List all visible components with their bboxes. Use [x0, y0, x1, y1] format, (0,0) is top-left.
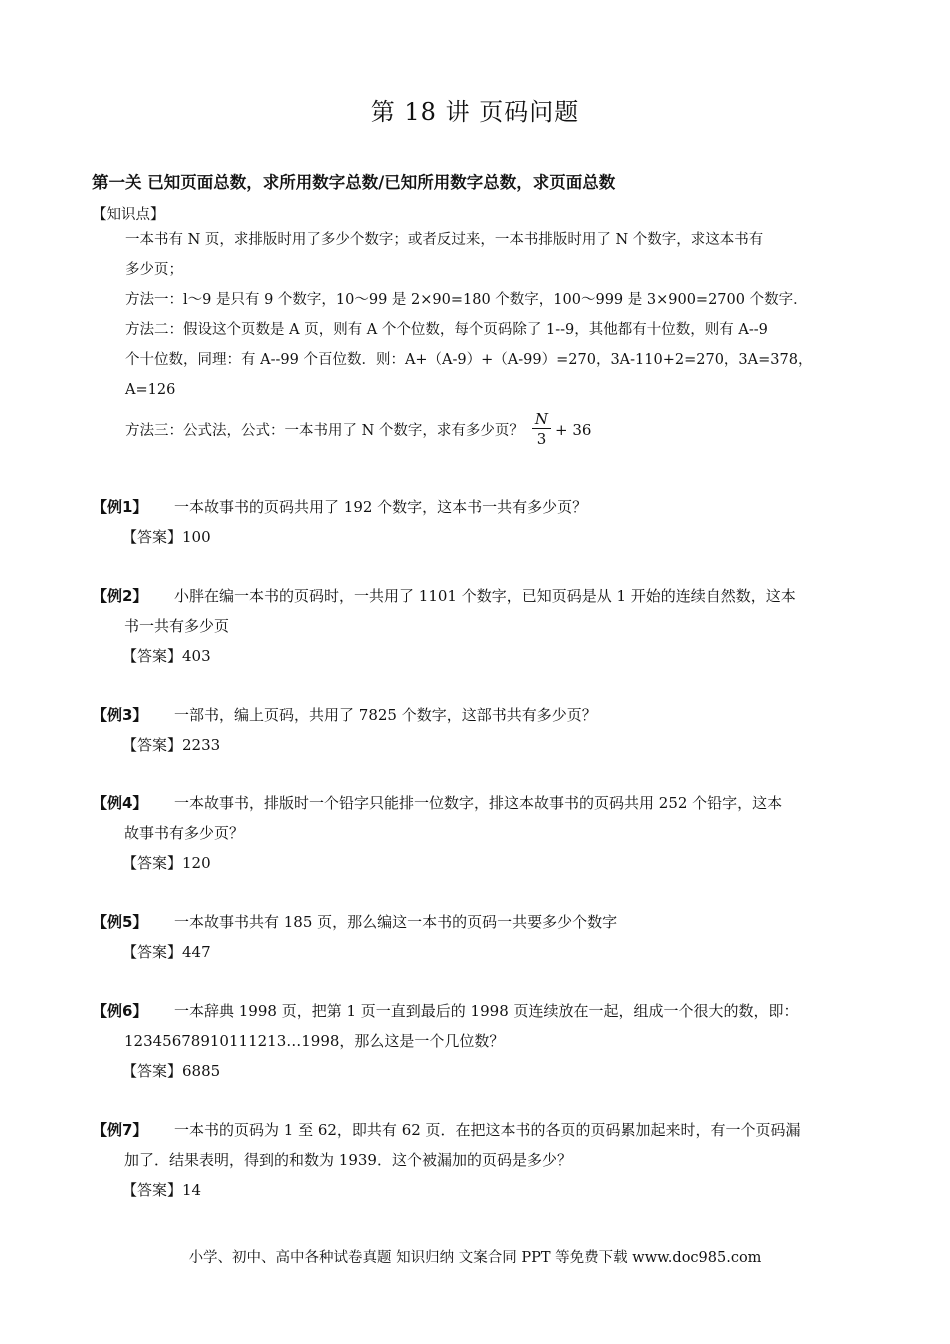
page-footer: 小学、初中、高中各种试卷真题 知识归纳 文案合同 PPT 等免费下载 www.doc985.com	[188, 1250, 762, 1266]
page-title: 第 18 讲 页码问题	[370, 98, 580, 126]
example-answer: 【答案】403	[122, 647, 211, 665]
example-question: 一本故事书共有 185 页，那么编这一本书的页码一共要多少个数字	[174, 913, 618, 931]
example-3	[92, 700, 867, 760]
example-2	[92, 581, 867, 671]
example-tag: 【例2】	[92, 587, 148, 605]
formula-denominator: 3	[536, 430, 547, 448]
knowledge-intro-line-2: 多少页；	[125, 262, 183, 278]
example-6	[92, 996, 867, 1086]
example-question-cont: 12345678910111213…1998，那么这是一个几位数？	[124, 1032, 505, 1050]
method-three-text: 方法三：公式法，公式：一本书用了 N 个数字，求有多少页？	[125, 423, 524, 439]
example-answer: 【答案】447	[122, 943, 211, 961]
page-count-formula	[532, 410, 592, 449]
example-question: 一本故事书，排版时一个铅字只能排一位数字，排这本故事书的页码共用 252 个铅字，这本	[174, 794, 783, 812]
example-tag: 【例4】	[92, 794, 148, 812]
example-answer: 【答案】2233	[122, 736, 221, 754]
example-tag: 【例3】	[92, 706, 148, 724]
example-tag: 【例6】	[92, 1002, 148, 1020]
example-tag: 【例7】	[92, 1121, 148, 1139]
method-two-line-1: 方法二：假设这个页数是 A 页，则有 A 个个位数，每个页码除了 1--9，其他都有十位数，则有 A--9	[125, 322, 768, 338]
example-question: 一本书的页码为 1 至 62，即共有 62 页．在把这本书的各页的页码累加起来时，有一个页码漏	[174, 1121, 801, 1139]
example-tag: 【例1】	[92, 498, 148, 516]
method-one: 方法一：l～9 是只有 9 个数字，10～99 是 2×90=180 个数字，100～999 是 3×900=2700 个数字．	[125, 292, 808, 308]
formula-numerator: N	[532, 410, 551, 429]
section-heading: 第一关 已知页面总数，求所用数字总数/已知所用数字总数，求页面总数	[92, 173, 616, 192]
method-three	[125, 410, 591, 449]
example-answer: 【答案】120	[122, 854, 211, 872]
knowledge-label: 【知识点】	[92, 207, 165, 223]
example-4	[92, 788, 867, 878]
example-1	[92, 492, 867, 552]
example-question: 一本辞典 1998 页，把第 1 页一直到最后的 1998 页连续放在一起，组成一个很大的数，即：	[174, 1002, 799, 1020]
example-question: 小胖在编一本书的页码时，一共用了 1101 个数字，已知页码是从 1 开始的连续自然数，这本	[174, 587, 796, 605]
method-two-line-2: 个十位数，同理：有 A--99 个百位数．则：A+（A-9）+（A-99）=270，3A-110+2=270，3A=378，	[125, 352, 813, 368]
formula-constant: + 36	[555, 420, 592, 439]
example-question-cont: 故事书有多少页？	[124, 824, 245, 842]
example-answer: 【答案】14	[122, 1181, 202, 1199]
formula-fraction	[532, 410, 551, 449]
example-question: 一本故事书的页码共用了 192 个数字，这本书一共有多少页？	[174, 498, 588, 516]
example-question-cont: 书一共有多少页	[124, 617, 230, 635]
example-question-cont: 加了．结果表明，得到的和数为 1939．这个被漏加的页码是多少？	[124, 1151, 572, 1169]
method-two-line-3: A=126	[125, 382, 176, 398]
knowledge-intro-line-1: 一本书有 N 页，求排版时用了多少个数字；或者反过来，一本书排版时用了 N 个数字，求这本书有	[125, 232, 764, 248]
example-answer: 【答案】6885	[122, 1062, 221, 1080]
example-question: 一部书，编上页码，共用了 7825 个数字，这部书共有多少页？	[174, 706, 597, 724]
example-answer: 【答案】100	[122, 528, 211, 546]
example-tag: 【例5】	[92, 913, 148, 931]
example-7	[92, 1115, 867, 1205]
example-5	[92, 907, 867, 967]
